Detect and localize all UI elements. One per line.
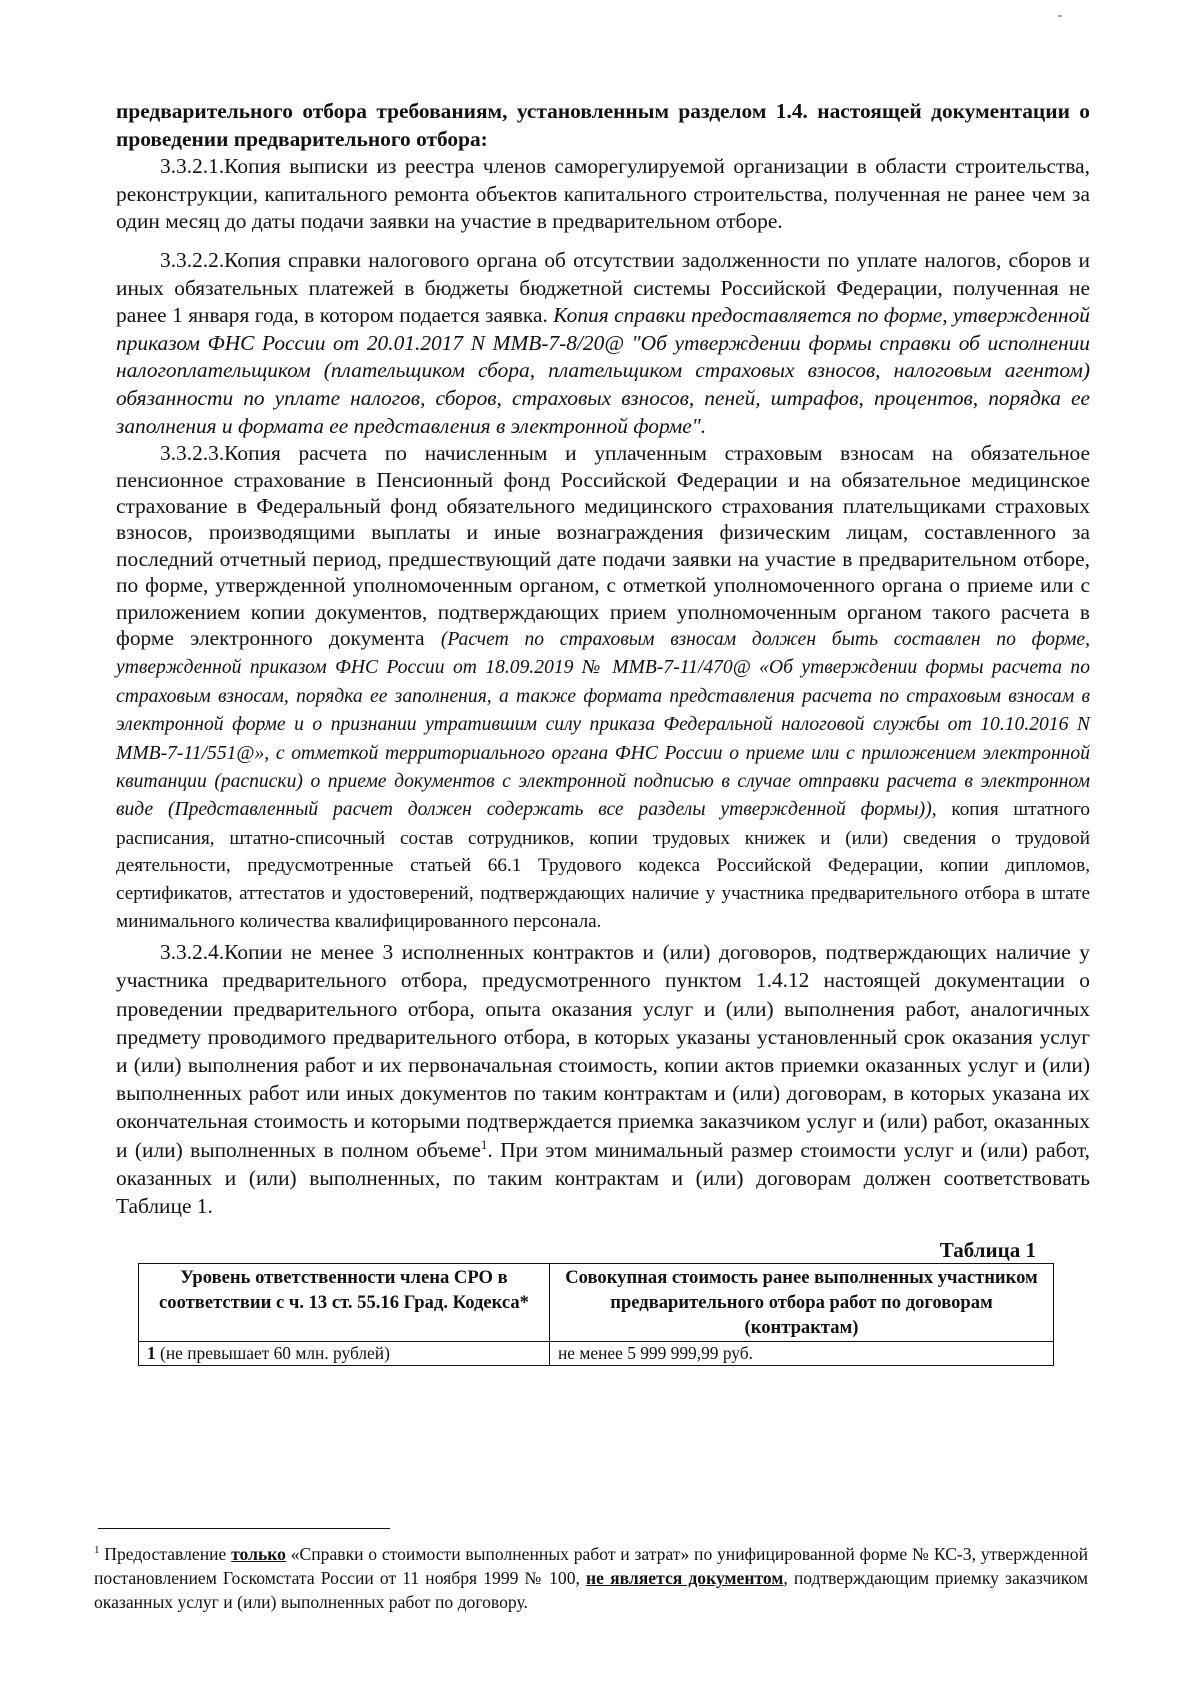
level-description: (не превышает 60 млн. рублей) <box>155 1343 390 1364</box>
footnote-separator <box>98 1528 390 1529</box>
cell-cost: не менее 5 999 999,99 руб. <box>550 1342 1054 1366</box>
cell-level <box>139 1342 550 1366</box>
corner-mark: - <box>1057 8 1062 23</box>
paragraph-3-3-2-4 <box>116 938 1090 1220</box>
document-page <box>116 98 1090 1366</box>
requirements-table <box>138 1263 1054 1366</box>
footnote-emphasis-1: только <box>231 1544 286 1564</box>
paragraph-3-3-2-2 <box>116 247 1090 440</box>
item-number: 3.3.2.2. <box>160 247 225 272</box>
paragraph-3-3-2-1 <box>116 153 1090 236</box>
section-heading: предварительного отбора требованиям, установленным разделом 1.4. настоящей документации о проведении предварительного отбора: <box>116 99 1090 151</box>
footnote-text-1: Предоставление <box>99 1544 232 1564</box>
item-number: 3.3.2.3. <box>160 441 225 466</box>
level-number: 1 <box>147 1343 156 1364</box>
column-header-level: Уровень ответственности члена СРО в соответствии с ч. 13 ст. 55.16 Град. Кодекса* <box>139 1264 550 1342</box>
table-caption: Таблица 1 <box>939 1238 1036 1263</box>
footnote-text-2: «Справки о стоимости выполненных работ и затрат» по унифицированной форме № КС-3, утвержденной постановлением Госкомстата России от 11 ноября 1999 № 100, <box>94 1544 1088 1588</box>
item-text: Копия выписки из реестра членов саморегулируемой организации в области строительства, реконструкции, капитального ремонта объектов капитального строительства, полученная не ранее чем за один месяц до даты подачи заявки на участие в предварительном отборе. <box>116 154 1090 234</box>
table-row <box>139 1342 1054 1366</box>
item-text: Копия расчета по начисленным и уплаченным страховым взносам на обязательное пенсионное страхование в Пенсионный фонд Российской Федерации и на обязательное медицинское страхование в Федеральный фонд обязательного медицинского страхования плательщиками страховых взносов, производящими выплаты и иные вознаграждения физическим лицам, составленного за последний отчетный период, предшествующий дате подачи заявки на участие в предварительном отборе, по форме, утвержденной уполномоченным органом, с отметкой уполномоченного органа о приеме или с приложением копии документов, подтверждающих прием уполномоченным органом такого расчета в форме электронного документа <box>116 441 1090 650</box>
footnote-emphasis-2: не является документом <box>586 1568 784 1588</box>
footnote <box>94 1542 1088 1614</box>
paragraph-3-3-2-3 <box>116 440 1090 934</box>
item-text-tail: копия штатного расписания, штатно-списочный состав сотрудников, копии трудовых книжек и (или) сведения о трудовой деятельности, предусмотренные статьей 66.1 Трудового кодекса Российской Федерации, копии дипломов, сертификатов, аттестатов и удостоверений, подтверждающих наличие у участника предварительного отбора в штате минимального количества квалифицированного персонала. <box>116 799 1090 932</box>
footnote-text-3: , подтверждающим приемку заказчиком оказанных услуг и (или) выполненных работ по договору. <box>94 1568 1088 1612</box>
item-text: Копия справки налогового органа об отсутствии задолженности по уплате налогов, сборов и иных обязательных платежей в бюджеты бюджетной системы Российской Федерации, полученная не ранее 1 января года, в котором подается заявка. <box>116 247 1090 328</box>
footnote-reference: 1 <box>480 1136 488 1152</box>
item-italic-note: Копия справки предоставляется по форме, утвержденной приказом ФНС России от 20.01.2017 N ММВ-7-8/20@ "Об утверждении формы справки об исполнении налогоплательщиком (плательщиком сбора, плательщиком страховых взносов, налоговым агентом) обязанности по уплате налогов, сборов, страховых взносов, пеней, штрафов, процентов, порядка ее заполнения и формата ее представления в электронной форме". <box>116 303 1090 438</box>
item-number: 3.3.2.4. <box>160 940 225 965</box>
footnote-marker: 1 <box>94 1544 100 1557</box>
item-number: 3.3.2.1. <box>160 154 225 179</box>
item-text-tail: . При этом минимальный размер стоимости услуг и (или) работ, оказанных и (или) выполненных, по таким контрактам и (или) договорам должен соответствовать Таблице 1. <box>116 1137 1090 1219</box>
column-header-cost: Совокупная стоимость ранее выполненных участником предварительного отбора работ по договорам (контрактам) <box>550 1264 1054 1342</box>
table-header-row <box>139 1264 1054 1342</box>
item-text: Копии не менее 3 исполненных контрактов и (или) договоров, подтверждающих наличие у участника предварительного отбора, предусмотренного пунктом 1.4.12 настоящей документации о проведении предварительного отбора, опыта оказания услуг и (или) выполнения работ, аналогичных предмету проводимого предварительного отбора, в которых указаны установленный срок оказания услуг и (или) выполнения работ и их первоначальная стоимость, копии актов приемки оказанных услуг и (или) выполненных работ или иных документов по таким контрактам и (или) договорам, в которых указана их окончательная стоимость и которыми подтверждается приемка заказчиком услуг и (или) работ, оказанных и (или) выполненных в полном объеме <box>116 940 1090 1162</box>
item-italic-note: (Расчет по страховым взносам должен быть составлен по форме, утвержденной приказом ФНС России от 18.09.2019 № ММВ-7-11/470@ «Об утверждении формы расчета по страховым взносам, порядка ее заполнения, а также формата представления расчета по страховым взносам в электронной форме и о признании утратившим силу приказа Федеральной налоговой службы от 10.10.2016 N ММВ-7-11/551@», с отметкой территориального органа ФНС России о приеме или с приложением электронной квитанции (расписки) о приеме документов с электронной подписью в случае отправки расчета в электронном виде (Представленный расчет должен содержать все разделы утвержденной формы)), <box>116 628 1091 821</box>
